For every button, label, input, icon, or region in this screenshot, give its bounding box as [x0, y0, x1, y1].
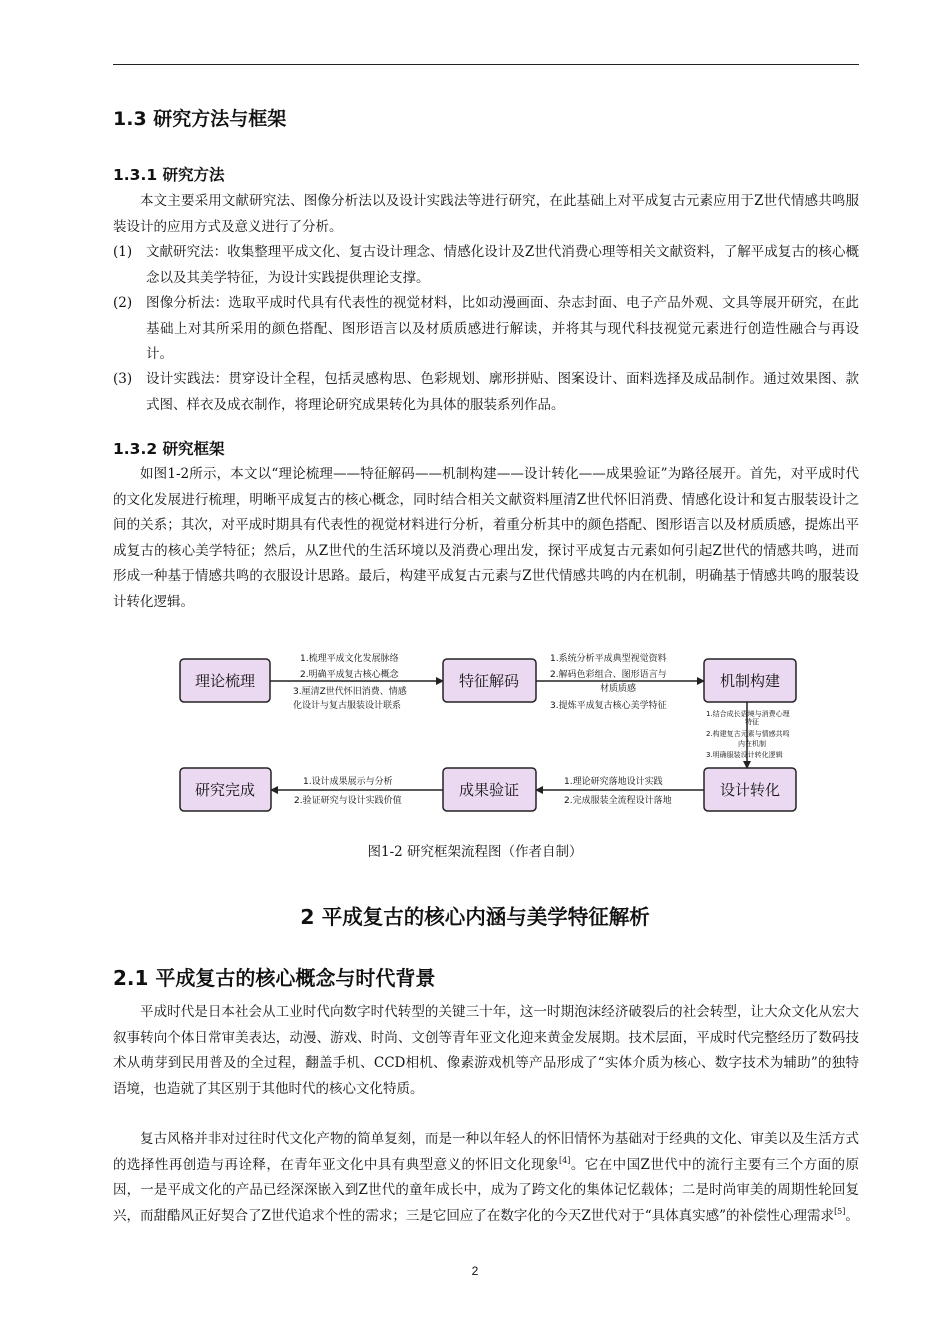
- node-complete: [180, 768, 271, 811]
- edge-label-mechanism-design: [706, 709, 790, 759]
- method-item-1: [113, 240, 859, 291]
- research-framework-flowchart: [170, 646, 810, 822]
- node-complete-label: 研究完成: [194, 781, 256, 799]
- section-title-1-3: 1.3 研究方法与框架: [113, 108, 287, 130]
- edge-label-line: 2.构建复古元素与情感共鸣: [706, 730, 790, 738]
- page-number: 2: [471, 1264, 479, 1278]
- method-item-number: (1): [113, 244, 133, 260]
- node-decode: [443, 659, 536, 702]
- edge-label-line: 1.结合成长语境与消费心理: [706, 710, 790, 718]
- figure-caption: 图1-2 研究框架流程图（作者自制）: [367, 844, 583, 860]
- edge-label-line: 1.理论研究落地设计实践: [564, 777, 663, 787]
- method-item-number: (3): [113, 371, 133, 387]
- framework-paragraph: 如图1-2所示，本文以“理论梳理——特征解码——机制构建——设计转化——成果验证”为路径展开。首先，对平成时代的文化发展进行梳理，明晰平成复古的核心概念，同时结合相关文献资料厘清Z世代怀旧消费、情感化设计和复古服装设计之间的关系；其次，对平成时期具有代表性的视觉材料进行分析，着重分析其中的颜色搭配、图形语言以及材质质感，提炼出平成复古的核心美学特征；然后，从Z世代的生活环境以及消费心理出发，探讨平成复古元素如何引起Z世代的情感共鸣，进而形成一种基于情感共鸣的衣服设计思路。最后，构建平成复古元素与Z世代情感共鸣的内在机制，明确基于情感共鸣的服装设计转化逻辑。: [113, 466, 859, 610]
- method-item-text: 文献研究法：收集整理平成文化、复古设计理念、情感化设计及Z世代消费心理等相关文献资料，了解平成复古的核心概念以及其美学特征，为设计实践提供理论支撑。: [146, 244, 859, 286]
- citation-ref[interactable]: [4]: [559, 1155, 571, 1165]
- paragraph-text: 。: [845, 1207, 859, 1224]
- node-design: [704, 768, 796, 811]
- subsection-title-1-3-2: 1.3.2 研究框架: [113, 440, 225, 458]
- methods-intro: 本文主要采用文献研究法、图像分析法以及设计实践法等进行研究，在此基础上对平成复古元素应用于Z世代情感共鸣服装设计的应用方式及意义进行了分析。: [113, 193, 859, 235]
- edge-label-line: 化设计与复古服装设计联系: [293, 701, 402, 711]
- edge-label-line: 3.提炼平成复古核心美学特征: [550, 701, 667, 711]
- section-title-2-1: 2.1 平成复古的核心概念与时代背景: [113, 966, 436, 990]
- node-mechanism-label: 机制构建: [719, 672, 781, 690]
- citation-ref[interactable]: [5]: [834, 1206, 846, 1216]
- edge-label-line: 2.解码色彩组合、图形语言与: [550, 670, 667, 680]
- node-theory: [180, 659, 270, 702]
- method-item-number: (2): [113, 295, 133, 311]
- paragraph-text: 。它在中国Z世代中的流行主要有三个方面的原因，一是平成文化的产品已经深深嵌入到Z世代的童年成长中，成为了跨文化的集体记忆载体；二是时尚审美的周期性轮回复兴，而甜酷风正好契合了Z世代追求个性的需求；三是它回应了在数字化的今天Z世代对于“具体真实感”的补偿性心理需求: [113, 1156, 859, 1224]
- chapter-title-2: 2 平成复古的核心内涵与美学特征解析: [300, 905, 650, 929]
- paragraph-text: 复古风格并非对过往时代文化产物的简单复刻，而是一种以年轻人的怀旧情怀为基础对于经典的文化、审美以及生活方式的选择性再创造与再诠释，在青年亚文化中具有典型意义的怀旧文化现象: [113, 1131, 859, 1173]
- node-verify: [443, 768, 536, 811]
- edge-label-line: 1.设计成果展示与分析: [303, 777, 393, 787]
- edge-label-line: 2.完成服装全流程设计落地: [564, 796, 672, 806]
- method-item-2: [113, 291, 859, 368]
- edge-label-line: 2.验证研究与设计实践价值: [294, 796, 402, 806]
- edge-label-line: 材质质感: [599, 684, 637, 694]
- edge-label-line: 3.明确服装设计转化逻辑: [706, 751, 783, 759]
- edge-label-line: 1.梳理平成文化发展脉络: [300, 654, 399, 664]
- node-mechanism: [704, 659, 796, 702]
- node-theory-label: 理论梳理: [194, 672, 256, 690]
- node-design-label: 设计转化: [719, 781, 781, 799]
- edge-label-line: 特征: [745, 718, 759, 726]
- edge-label-line: 内在机制: [738, 740, 766, 748]
- method-item-text: 图像分析法：选取平成时代具有代表性的视觉材料，比如动漫画面、杂志封面、电子产品外观、文具等展开研究，在此基础上对其所采用的颜色搭配、图形语言以及材质质感进行解读，并将其与现代科技视觉元素进行创造性融合与再设计。: [146, 295, 859, 362]
- edge-label-line: 3.厘清Z世代怀旧消费、情感: [293, 687, 407, 697]
- method-item-3: [113, 367, 859, 418]
- node-decode-label: 特征解码: [458, 672, 520, 690]
- header-rule: [113, 64, 859, 65]
- subsection-title-1-3-1: 1.3.1 研究方法: [113, 166, 225, 184]
- edge-label-line: 1.系统分析平成典型视觉资料: [550, 654, 667, 664]
- method-item-text: 设计实践法：贯穿设计全程，包括灵感构思、色彩规划、廓形拼贴、图案设计、面料选择及成品制作。通过效果图、款式图、样衣及成衣制作，将理论研究成果转化为具体的服装系列作品。: [146, 371, 859, 413]
- background-paragraph-2: [113, 1127, 859, 1229]
- edge-label-line: 2.明确平成复古核心概念: [300, 670, 399, 680]
- node-verify-label: 成果验证: [458, 781, 520, 799]
- background-paragraph-1: 平成时代是日本社会从工业时代向数字时代转型的关键三十年，这一时期泡沫经济破裂后的社会转型，让大众文化从宏大叙事转向个体日常审美表达，动漫、游戏、时尚、文创等青年亚文化迎来黄金发展期。技术层面，平成时代完整经历了数码技术从萌芽到民用普及的全过程，翻盖手机、CCD相机、像素游戏机等产品形成了“实体介质为核心、数字技术为辅助”的独特语境，也造就了其区别于其他时代的核心文化特质。: [113, 1004, 859, 1097]
